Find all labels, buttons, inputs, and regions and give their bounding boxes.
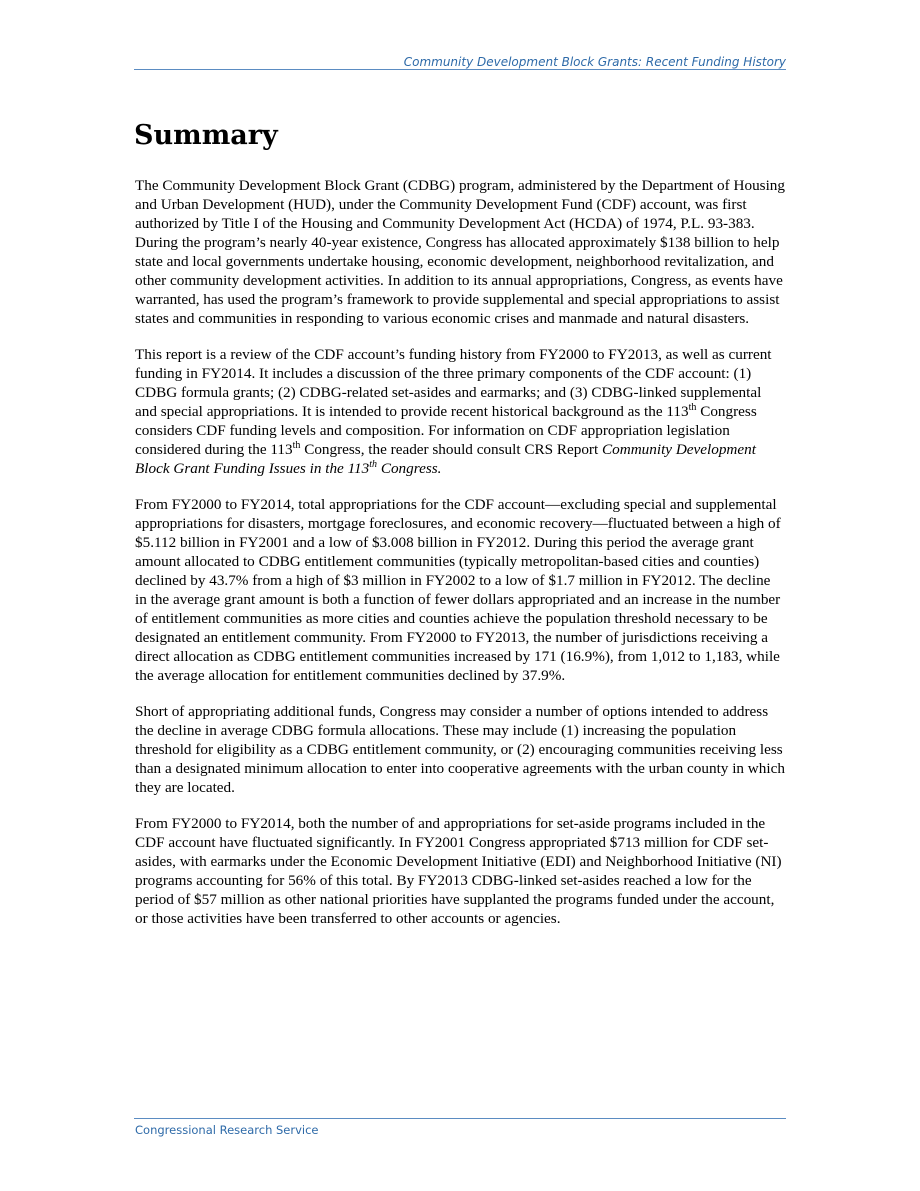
- crs-report-title: Community Development Block Grant Funding Issues in the 113th Congress.: [135, 441, 756, 477]
- paragraph-5: From FY2000 to FY2014, both the number of and appropriations for set-aside programs included in the CDF account have fluctuated significantly. In FY2001 Congress appropriated $713 million for CDF set-asides, with earmarks under the Economic Development Initiative (EDI) and Neighborhood Initiative (NI) programs accounting for 56% of this total. By FY2013 CDBG-linked set-asides reached a low for the period of $57 million as other national priorities have supplanted the programs funded under the account, or those activities have been transferred to other accounts or agencies.: [135, 815, 782, 927]
- paragraph-2: This report is a review of the CDF account’s funding history from FY2000 to FY2013, as well as current funding in FY2014. It includes a discussion of the three primary components of the CDF account: (1) CDBG formula grants; (2) CDBG-related set-asides and earmarks; and (3) CDBG-linked supplemental and special appropriations. It is intended to provide recent historical background as the 113th Congress considers CDF funding levels and composition. For information on CDF appropriation legislation considered during the 113th Congress, the reader should consult CRS Report Community Development Block Grant Funding Issues in the 113th Congress.: [135, 346, 772, 477]
- footer-organization: Congressional Research Service: [135, 1123, 319, 1137]
- running-header: Community Development Block Grants: Recent Funding History: [403, 55, 786, 69]
- footer-divider: [134, 1118, 786, 1119]
- paragraph-3: From FY2000 to FY2014, total appropriations for the CDF account—excluding special and supplemental appropriations for disasters, mortgage foreclosures, and economic recovery—fluctuated between a high of $5.112 billion in FY2001 and a low of $3.008 billion in FY2012. During this period the average grant amount allocated to CDBG entitlement communities (typically metropolitan-based cities and counties) declined by 43.7% from a high of $3 million in FY2002 to a low of $1.7 million in FY2012. The decline in the average grant amount is both a function of fewer dollars appropriated and an increase in the number of entitlement communities as more cities and counties achieve the population threshold necessary to be designated an entitlement community. From FY2000 to FY2013, the number of jurisdictions receiving a direct allocation as CDBG entitlement communities increased by 171 (16.9%), from 1,012 to 1,183, while the average allocation for entitlement communities declined by 37.9%.: [135, 496, 781, 684]
- header-divider: [134, 69, 786, 70]
- summary-body: [135, 176, 786, 945]
- page-title: Summary: [134, 120, 278, 151]
- paragraph-4: Short of appropriating additional funds, Congress may consider a number of options intended to address the decline in average CDBG formula allocations. These may include (1) increasing the population threshold for eligibility as a CDBG entitlement community, or (2) encouraging communities receiving less than a designated minimum allocation to enter into cooperative agreements with the urban county in which they are located.: [135, 703, 785, 796]
- paragraph-1: The Community Development Block Grant (CDBG) program, administered by the Department of Housing and Urban Development (HUD), under the Community Development Fund (CDF) account, was first authorized by Title I of the Housing and Community Development Act (HCDA) of 1974, P.L. 93-383. During the program’s nearly 40-year existence, Congress has allocated approximately $138 billion to help state and local governments undertake housing, economic development, neighborhood revitalization, and other community development activities. In addition to its annual appropriations, Congress, as events have warranted, has used the program’s framework to provide supplemental and special appropriations to assist states and communities in responding to various economic crises and manmade and natural disasters.: [135, 177, 785, 327]
